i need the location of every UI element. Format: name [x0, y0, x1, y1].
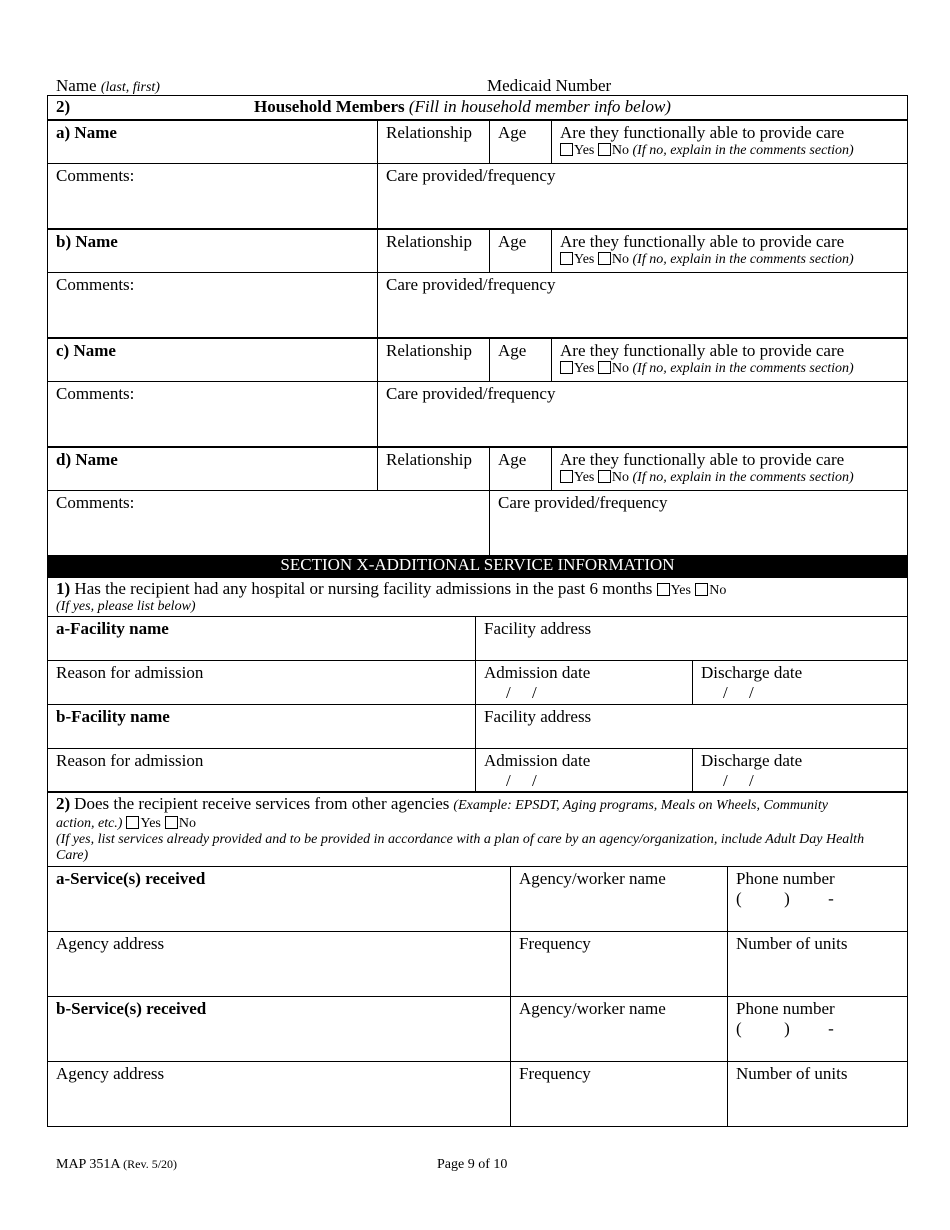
- form-revision: (Rev. 5/20): [123, 1157, 178, 1171]
- member-able-field[interactable]: [551, 338, 908, 382]
- care-label: Care provided/frequency: [386, 275, 556, 294]
- member-able-field[interactable]: [551, 229, 908, 273]
- yes-label: Yes: [574, 252, 595, 267]
- medicaid-number-label: Medicaid Number: [487, 76, 612, 95]
- phone-label: Phone number: [736, 869, 835, 888]
- able-yes-checkbox[interactable]: [560, 252, 573, 265]
- phone-format: ( ) -: [736, 889, 834, 908]
- member-comments-field[interactable]: [47, 490, 490, 556]
- q1-number: 1): [56, 579, 71, 598]
- admission-date-field[interactable]: [475, 660, 693, 705]
- phone-number-field[interactable]: [727, 996, 908, 1062]
- page-number: Page 9 of 10: [437, 1157, 508, 1172]
- explain-hint: (If no, explain in the comments section): [632, 252, 854, 267]
- member-comments-field[interactable]: [47, 272, 378, 338]
- reason-label: Reason for admission: [56, 751, 204, 770]
- facility-address-field[interactable]: [475, 616, 908, 661]
- member-name-field[interactable]: [47, 120, 378, 164]
- q1-text: Has the recipient had any hospital or nursing facility admissions in the past 6 months: [74, 579, 653, 598]
- able-label: Are they functionally able to provide care: [560, 123, 845, 142]
- member-name-label: a) Name: [56, 123, 117, 142]
- comments-label: Comments:: [56, 166, 135, 185]
- comments-label: Comments:: [56, 275, 135, 294]
- q2-hint: (If yes, list services already provided and to be provided in accordance with a plan of care by an agency/organization, include Adult Day Health Care): [56, 832, 865, 863]
- member-able-field[interactable]: [551, 447, 908, 491]
- discharge-date-slashes: / /: [723, 683, 754, 702]
- relationship-label: Relationship: [386, 341, 472, 360]
- agency-worker-label: Agency/worker name: [519, 869, 666, 888]
- member-age-field[interactable]: [489, 447, 552, 491]
- household-header: [47, 95, 908, 120]
- frequency-label: Frequency: [519, 934, 591, 953]
- no-label: No: [611, 143, 629, 158]
- admission-date-slashes: / /: [506, 683, 537, 702]
- phone-format: ( ) -: [736, 1019, 834, 1038]
- member-name-field[interactable]: [47, 447, 378, 491]
- agency-worker-label: Agency/worker name: [519, 999, 666, 1018]
- service-received-field[interactable]: [47, 866, 511, 932]
- household-title: Household Members: [254, 97, 405, 116]
- form-id: MAP 351A: [56, 1157, 120, 1172]
- service-received-field[interactable]: [47, 996, 511, 1062]
- q1-block: [47, 577, 908, 617]
- name-label: Name: [56, 76, 97, 95]
- member-relationship-field[interactable]: [377, 338, 490, 382]
- discharge-label: Discharge date: [701, 663, 803, 682]
- phone-number-field[interactable]: [727, 866, 908, 932]
- member-name-label: d) Name: [56, 450, 118, 469]
- admission-date-slashes: / /: [506, 771, 537, 790]
- member-age-field[interactable]: [489, 120, 552, 164]
- admission-reason-field[interactable]: [47, 660, 476, 705]
- q2-example: (Example: EPSDT, Aging programs, Meals on Wheels, Community action, etc.): [56, 798, 829, 831]
- member-care-field[interactable]: [489, 490, 908, 556]
- admission-label: Admission date: [484, 663, 591, 682]
- explain-hint: (If no, explain in the comments section): [632, 470, 854, 485]
- able-yes-checkbox[interactable]: [560, 143, 573, 156]
- discharge-date-field[interactable]: [692, 748, 908, 793]
- relationship-label: Relationship: [386, 123, 472, 142]
- units-field[interactable]: [727, 931, 908, 997]
- q1-yes-label: Yes: [670, 583, 691, 598]
- name-header: [56, 76, 160, 96]
- yes-label: Yes: [574, 143, 595, 158]
- able-yes-checkbox[interactable]: [560, 470, 573, 483]
- frequency-label: Frequency: [519, 1064, 591, 1083]
- care-label: Care provided/frequency: [386, 166, 556, 185]
- member-name-field[interactable]: [47, 338, 378, 382]
- explain-hint: (If no, explain in the comments section): [632, 361, 854, 376]
- able-no-checkbox[interactable]: [598, 252, 611, 265]
- member-age-field[interactable]: [489, 338, 552, 382]
- member-name-field[interactable]: [47, 229, 378, 273]
- agency-address-label: Agency address: [56, 934, 165, 953]
- name-hint: (last, first): [100, 80, 160, 95]
- member-care-field[interactable]: [377, 163, 908, 229]
- facility-name-label: b-Facility name: [56, 707, 170, 726]
- q2-number: 2): [56, 794, 71, 813]
- member-name-label: b) Name: [56, 232, 118, 251]
- units-label: Number of units: [736, 1064, 848, 1083]
- facility-address-label: Facility address: [484, 619, 592, 638]
- able-label: Are they functionally able to provide care: [560, 341, 845, 360]
- q2-no-label: No: [178, 816, 196, 831]
- no-label: No: [611, 361, 629, 376]
- age-label: Age: [498, 123, 527, 142]
- agency-address-field[interactable]: [47, 1061, 511, 1127]
- section-number: 2): [56, 97, 71, 116]
- facility-name-field[interactable]: [47, 704, 476, 749]
- care-label: Care provided/frequency: [498, 493, 668, 512]
- relationship-label: Relationship: [386, 450, 472, 469]
- care-label: Care provided/frequency: [386, 384, 556, 403]
- member-comments-field[interactable]: [47, 381, 378, 447]
- agency-worker-field[interactable]: [510, 866, 728, 932]
- facility-name-label: a-Facility name: [56, 619, 169, 638]
- yes-label: Yes: [574, 470, 595, 485]
- able-yes-checkbox[interactable]: [560, 361, 573, 374]
- units-field[interactable]: [727, 1061, 908, 1127]
- admission-label: Admission date: [484, 751, 591, 770]
- member-comments-field[interactable]: [47, 163, 378, 229]
- member-relationship-field[interactable]: [377, 120, 490, 164]
- able-no-checkbox[interactable]: [598, 470, 611, 483]
- admission-date-field[interactable]: [475, 748, 693, 793]
- discharge-label: Discharge date: [701, 751, 803, 770]
- q2-no-checkbox[interactable]: [165, 816, 178, 829]
- member-relationship-field[interactable]: [377, 229, 490, 273]
- q1-yes-checkbox[interactable]: [657, 583, 670, 596]
- agency-address-label: Agency address: [56, 1064, 165, 1083]
- member-relationship-field[interactable]: [377, 447, 490, 491]
- reason-label: Reason for admission: [56, 663, 204, 682]
- age-label: Age: [498, 232, 527, 251]
- facility-name-field[interactable]: [47, 616, 476, 661]
- q2-block: [47, 791, 908, 867]
- no-label: No: [611, 470, 629, 485]
- relationship-label: Relationship: [386, 232, 472, 251]
- member-care-field[interactable]: [377, 381, 908, 447]
- no-label: No: [611, 252, 629, 267]
- service-name-label: a-Service(s) received: [56, 869, 206, 888]
- facility-address-label: Facility address: [484, 707, 592, 726]
- q1-no-checkbox[interactable]: [695, 583, 708, 596]
- age-label: Age: [498, 341, 527, 360]
- q1-hint: (If yes, please list below): [56, 599, 196, 614]
- section-x-header: SECTION X-ADDITIONAL SERVICE INFORMATION: [47, 555, 908, 577]
- agency-worker-field[interactable]: [510, 996, 728, 1062]
- member-care-field[interactable]: [377, 272, 908, 338]
- frequency-field[interactable]: [510, 1061, 728, 1127]
- age-label: Age: [498, 450, 527, 469]
- frequency-field[interactable]: [510, 931, 728, 997]
- explain-hint: (If no, explain in the comments section): [632, 143, 854, 158]
- facility-address-field[interactable]: [475, 704, 908, 749]
- phone-label: Phone number: [736, 999, 835, 1018]
- q1-no-label: No: [709, 583, 727, 598]
- yes-label: Yes: [574, 361, 595, 376]
- member-age-field[interactable]: [489, 229, 552, 273]
- units-label: Number of units: [736, 934, 848, 953]
- able-label: Are they functionally able to provide care: [560, 232, 845, 251]
- agency-address-field[interactable]: [47, 931, 511, 997]
- q2-text: Does the recipient receive services from other agencies: [74, 794, 450, 813]
- admission-reason-field[interactable]: [47, 748, 476, 793]
- able-no-checkbox[interactable]: [598, 143, 611, 156]
- footer-form-id: [56, 1157, 177, 1173]
- member-name-label: c) Name: [56, 341, 116, 360]
- able-no-checkbox[interactable]: [598, 361, 611, 374]
- discharge-date-slashes: / /: [723, 771, 754, 790]
- household-hint: (Fill in household member info below): [408, 97, 671, 116]
- comments-label: Comments:: [56, 384, 135, 403]
- discharge-date-field[interactable]: [692, 660, 908, 705]
- service-name-label: b-Service(s) received: [56, 999, 207, 1018]
- member-able-field[interactable]: [551, 120, 908, 164]
- able-label: Are they functionally able to provide care: [560, 450, 845, 469]
- q2-yes-checkbox[interactable]: [126, 816, 139, 829]
- comments-label: Comments:: [56, 493, 135, 512]
- q2-yes-label: Yes: [140, 816, 161, 831]
